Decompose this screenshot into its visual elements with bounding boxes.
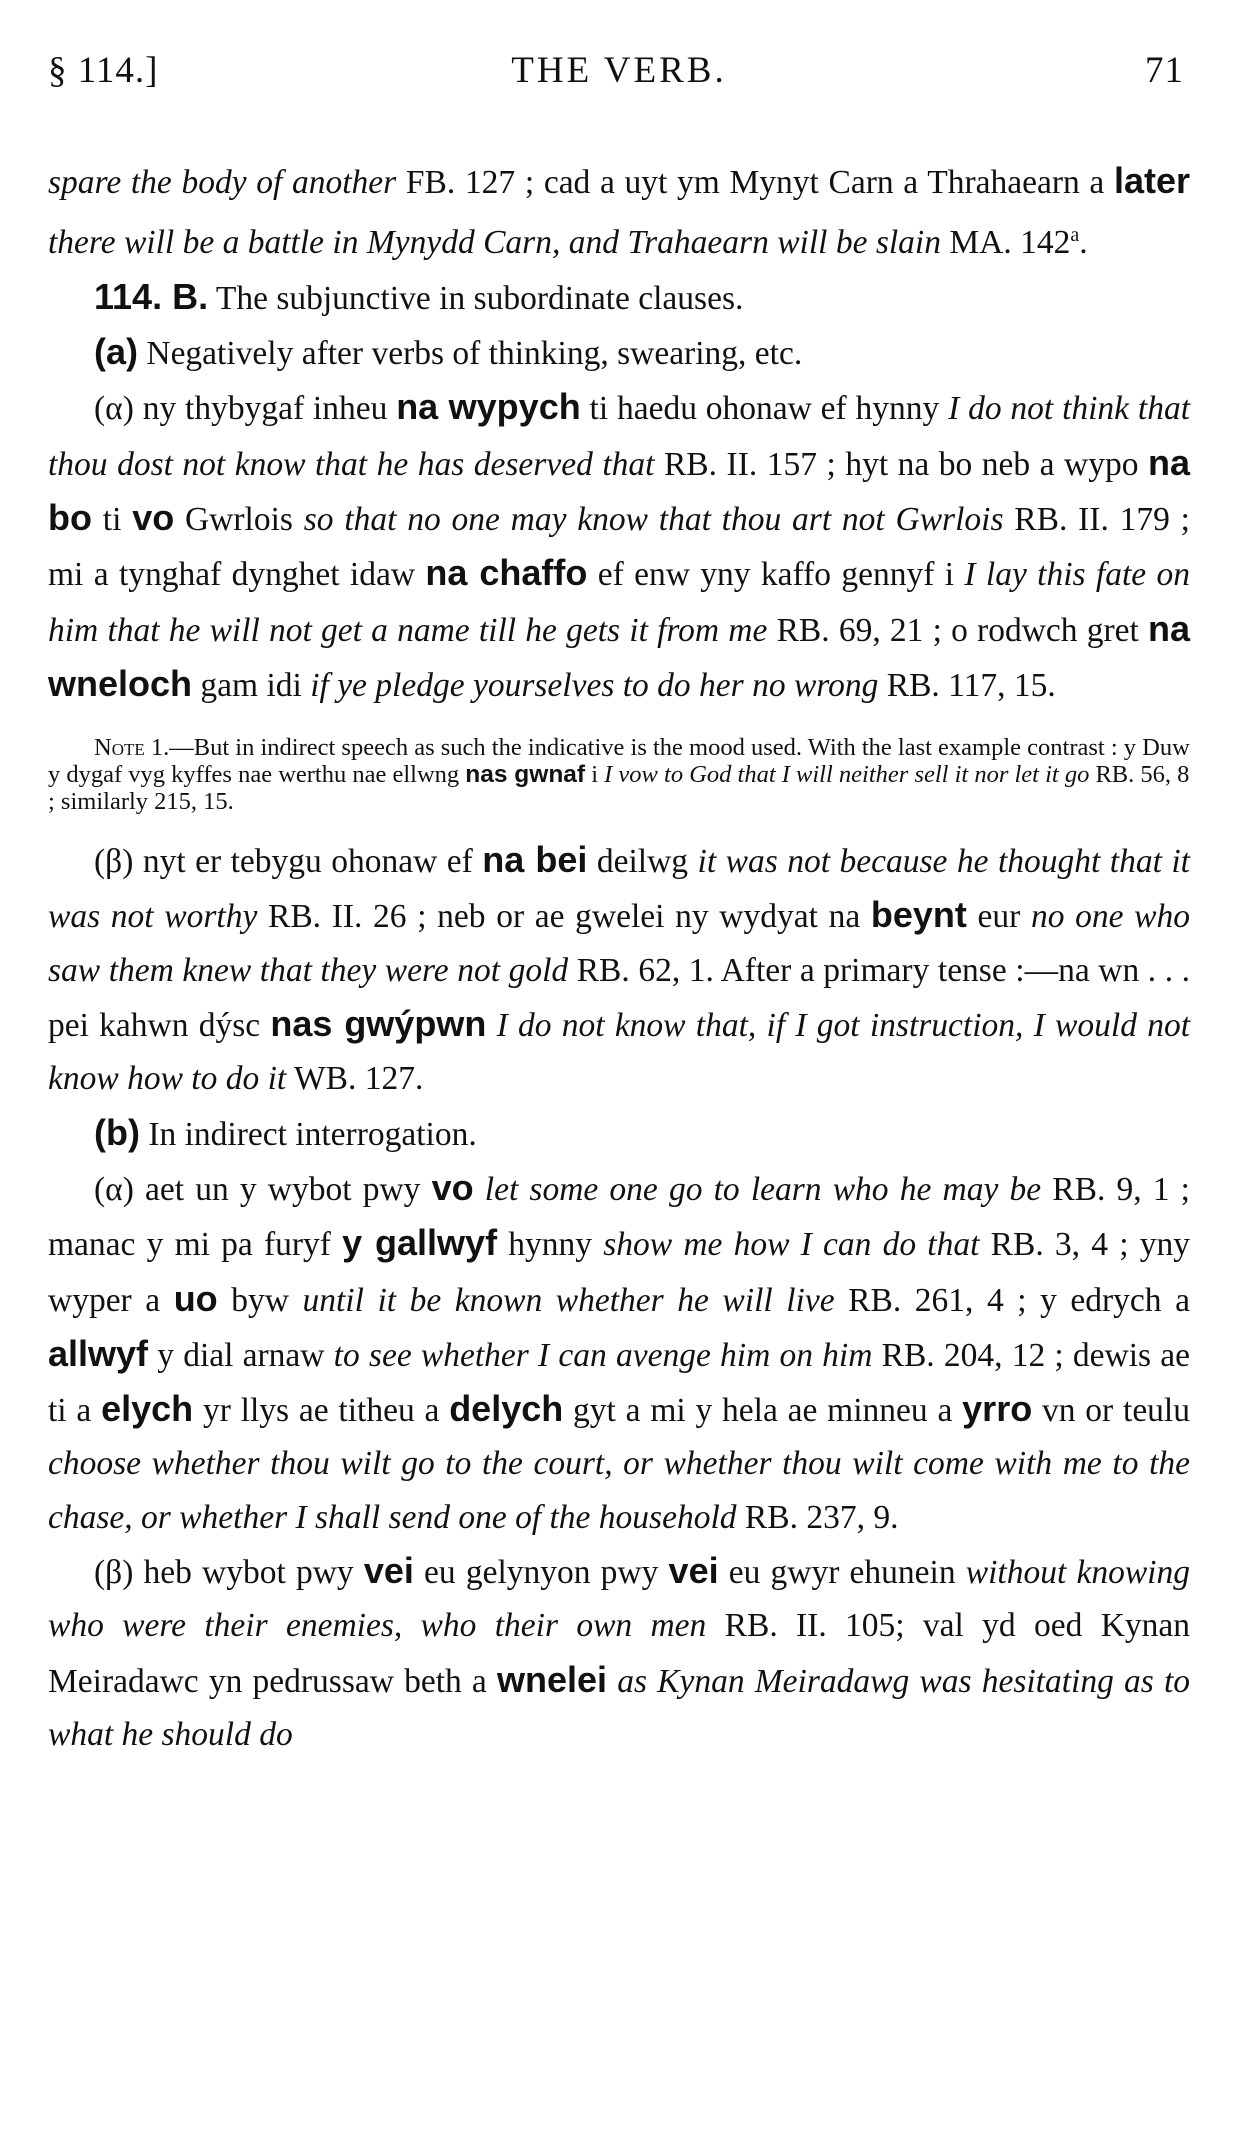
example-paragraph-beta-b <box>48 1544 1190 1761</box>
note-text: —But in indirect speech as such the indicative is the mood used. With the last example contrast : y Duw y dygaf vyg kyffes nae werthu nae ellwng <box>48 734 1190 789</box>
paragraph-continuation <box>48 154 1190 270</box>
superscript: a <box>1070 224 1080 247</box>
translation-text: until it be known whether he will live <box>302 1281 835 1319</box>
translation-text: it was not because he thought that it was not worthy <box>48 843 1190 936</box>
highlighted-form: later <box>1113 160 1190 201</box>
spacer-text <box>486 1007 496 1044</box>
welsh-text: hynny <box>497 1226 604 1264</box>
welsh-text: (α) aet un y wybot pwy <box>94 1170 432 1208</box>
welsh-text: RB. II. 26 ; neb or ae gwelei ny wydyat na <box>257 898 871 936</box>
example-paragraph-beta <box>48 833 1190 1105</box>
subsection-letter: (b) <box>94 1111 140 1153</box>
punctuation: . <box>1079 224 1088 262</box>
example-paragraph-alpha <box>48 380 1190 712</box>
welsh-text: (β) heb wybot pwy <box>94 1553 364 1591</box>
welsh-text: RB. II. 105; val yd oed Kynan Meiradawc yn pedrussaw beth a <box>48 1607 1191 1700</box>
subsection-heading <box>48 325 1190 380</box>
translation-text: to see whether I can avenge him on him <box>333 1336 873 1374</box>
translation-text: without knowing who were their enemies, who their own men <box>48 1553 1190 1645</box>
welsh-text: yr llys ae titheu a <box>193 1392 450 1430</box>
section-number: 114 <box>94 275 153 317</box>
welsh-text: deilwg <box>587 843 698 881</box>
translation-text: no one who saw them knew that they were not gold <box>48 898 1191 989</box>
welsh-text: ef enw yny kaffo gennyf i <box>587 556 965 594</box>
subsection-heading-text: In indirect interrogation. <box>139 1115 477 1153</box>
page <box>48 30 1190 1761</box>
welsh-text: ti <box>91 500 133 538</box>
welsh-text: eur <box>966 898 1031 936</box>
welsh-text: ti haedu ohonaw ef hynny <box>580 390 949 428</box>
translation-text: there will be a battle in Mynydd Carn, and Trahaearn will be slain <box>48 224 941 262</box>
welsh-text: (α) ny thybygaf inheu <box>94 390 397 428</box>
translation-text: spare the body of another <box>48 164 397 201</box>
welsh-text: vn or teulu <box>1032 1392 1190 1430</box>
translation-text: I vow to God that I will neither sell it nor let it go <box>604 761 1090 789</box>
welsh-text: eu gwyr ehunein <box>718 1553 966 1591</box>
page-number: 71 <box>1145 50 1184 91</box>
highlighted-form: na bo <box>48 441 1191 538</box>
translation-text: as Kynan Meiradawg was hesitating as to what he should do <box>48 1662 1191 1753</box>
highlighted-form: nas gwnaf <box>465 761 586 789</box>
welsh-text: RB. 204, 12 ; dewis ae ti a <box>48 1336 1191 1430</box>
example-paragraph-alpha-b <box>48 1161 1190 1544</box>
highlighted-form: na wypych <box>396 386 581 428</box>
translation-text: I do not think that thou dost not know that he has deserved that <box>48 390 1190 483</box>
subsection-heading-b <box>48 1106 1190 1161</box>
spacer-text <box>474 1171 485 1208</box>
translation-text: I lay this fate on him that he will not get a name till he gets it from me <box>48 556 1191 649</box>
highlighted-form: na wneloch <box>48 607 1191 704</box>
translation-text: choose whether thou wilt go to the court, or whether thou wilt come with me to the chase, or whether I shall send one of the household <box>48 1445 1190 1536</box>
highlighted-form: yrro <box>962 1388 1033 1430</box>
note-text: i <box>585 761 605 789</box>
welsh-text: y dial arnaw <box>148 1336 334 1374</box>
reference-text: WB. 127. <box>286 1060 424 1098</box>
highlighted-form: nas gwýpwn <box>270 1003 487 1045</box>
translation-text: so that no one may know that thou art not Gwrlois <box>303 500 1004 538</box>
welsh-text: eu gelynyon pwy <box>413 1553 669 1591</box>
reference-text: RB. 117, 15. <box>878 666 1056 704</box>
reference-text: MA. 142 <box>940 224 1071 262</box>
body-text <box>48 154 1190 1761</box>
welsh-text: gam idi <box>192 666 311 704</box>
section-heading-text: The subjunctive in subordinate clauses. <box>208 279 744 317</box>
subsection-heading-text: Negatively after verbs of thinking, swearing, etc. <box>138 335 803 373</box>
reference-text: RB. 237, 9. <box>736 1498 899 1536</box>
highlighted-form: vei <box>363 1549 414 1591</box>
footnote <box>48 734 1190 815</box>
welsh-text: RB. 9, 1 ; manac y mi pa furyf <box>48 1170 1190 1264</box>
highlighted-form: vo <box>431 1166 474 1208</box>
section-letter: . B. <box>152 275 209 317</box>
highlighted-form: wnelei <box>496 1658 608 1700</box>
welsh-text: RB. 62, 1. After a primary tense :—na wn . . . pei kahwn dýsc <box>48 951 1191 1045</box>
translation-text: show me how I can do that <box>603 1226 980 1264</box>
translation-text: let some one go to learn who he may be <box>484 1170 1042 1208</box>
spacer-text <box>607 1663 617 1700</box>
welsh-text: RB. 261, 4 ; y edrych a <box>834 1281 1190 1319</box>
welsh-text: gyt a mi y hela ae minneu a <box>563 1392 963 1430</box>
highlighted-form: y gallwyf <box>342 1222 498 1264</box>
highlighted-form: vo <box>132 496 175 538</box>
section-reference: § 114.] <box>48 50 159 91</box>
subsection-letter: (a) <box>94 331 138 373</box>
welsh-text: (β) nyt er tebygu ohonaw ef <box>94 843 483 881</box>
highlighted-form: allwyf <box>48 1332 149 1374</box>
welsh-text: RB. 69, 21 ; o rodwch gret <box>767 611 1148 649</box>
section-heading <box>48 270 1190 325</box>
welsh-text: FB. 127 ; cad a uyt ym Mynyt Carn a Thrahaearn a <box>396 164 1114 201</box>
translation-text: I do not know that, if I got instruction, I would not know how to do it <box>48 1007 1191 1098</box>
highlighted-form: vei <box>668 1549 719 1591</box>
running-header <box>48 30 1190 94</box>
highlighted-form: na chaffo <box>425 552 588 594</box>
welsh-text: RB. 3, 4 ; yny wyper a <box>48 1226 1190 1319</box>
note-label: Note 1. <box>94 734 170 762</box>
welsh-text: RB. II. 179 ; mi a tynghaf dynghet idaw <box>48 500 1190 594</box>
highlighted-form: elych <box>101 1388 194 1430</box>
welsh-text: RB. II. 157 ; hyt na bo neb a wypo <box>654 445 1148 483</box>
welsh-text: byw <box>217 1281 303 1319</box>
highlighted-form: na bei <box>482 839 588 881</box>
highlighted-form: uo <box>173 1277 218 1319</box>
reference-text: RB. 56, 8 ; similarly 215, 15. <box>48 761 1190 816</box>
highlighted-form: delych <box>449 1388 564 1430</box>
translation-text: if ye pledge yourselves to do her no wrong <box>310 666 879 704</box>
welsh-text: Gwrlois <box>174 500 304 538</box>
page-title: THE VERB. <box>511 50 727 91</box>
highlighted-form: beynt <box>870 894 967 936</box>
